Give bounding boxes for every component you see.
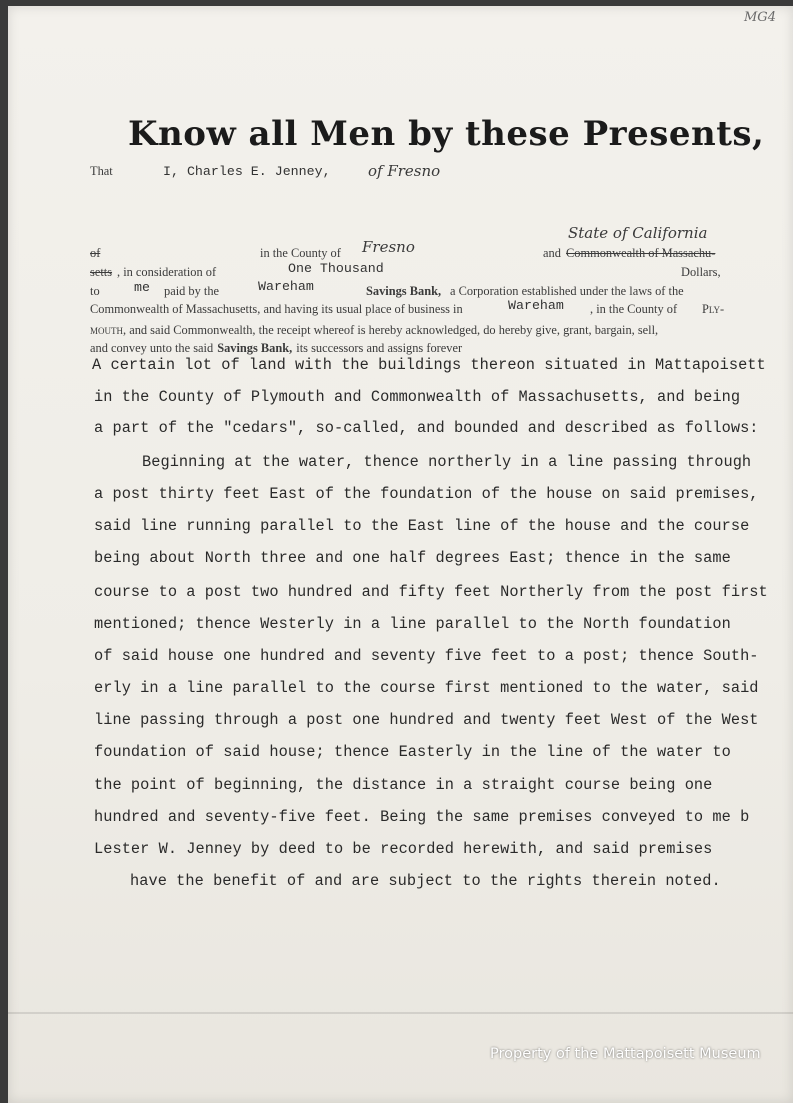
dollars-label: Dollars, (681, 265, 721, 279)
body-line: A certain lot of land with the buildings thereon situated in Mattapoisett (92, 356, 766, 374)
form-line-5 (90, 321, 658, 339)
consideration-label: , in consideration of (117, 265, 217, 279)
form-line-6 (90, 339, 462, 357)
body-line: have the benefit of and are subject to the rights therein noted. (130, 872, 721, 890)
commonwealth-struck: Commonwealth of Massachu- (566, 246, 716, 260)
form-line-6b: its successors and assigns forever (296, 341, 463, 355)
body-line: the point of beginning, the distance in a straight course being one (94, 776, 713, 794)
place-of-business-typed: Wareham (508, 298, 564, 313)
body-line: Beginning at the water, thence northerly in a line passing through (142, 453, 752, 471)
body-line: said line running parallel to the East line of the house and the course (94, 517, 750, 535)
body-line: of said house one hundred and seventy five feet to a post; thence South- (94, 647, 759, 665)
body-line: course to a post two hundred and fifty feet Northerly from the post first (94, 583, 768, 601)
deed-heading: Know all Men by these Presents, (128, 114, 765, 154)
bank-name-typed: Wareham (258, 279, 314, 294)
form-line-5-text: , and said Commonwealth, the receipt whereof is hereby acknowledged, do hereby give, grant, bargain, sell, (123, 323, 659, 337)
county-handwritten: Fresno (362, 238, 415, 256)
and-label: and (543, 246, 561, 260)
body-line: a part of the "cedars", so-called, and bounded and described as follows: (94, 419, 759, 437)
body-line: erly in a line parallel to the course first mentioned to the water, said (94, 679, 759, 697)
grantee-typed: me (134, 280, 150, 295)
amount-typed: One Thousand (288, 261, 384, 276)
state-handwritten: State of California (568, 224, 708, 242)
paid-by-label: paid by the (164, 284, 220, 298)
form-line-6a: and convey unto the said (90, 341, 214, 355)
corner-pencil-note: MG4 (744, 10, 776, 25)
body-line: foundation of said house; thence Easterly in the line of the water to (94, 743, 731, 761)
form-line-6-bank: Savings Bank, (217, 341, 293, 355)
that-label: That (90, 164, 113, 178)
body-line: Lester W. Jenney by deed to be recorded herewith, and said premises (94, 840, 713, 858)
form-line-4b: , in the County of (590, 302, 678, 316)
body-line: being about North three and one half degrees East; thence in the same (94, 549, 731, 567)
museum-watermark: Property of the Mattapoisett Museum (490, 1046, 761, 1062)
plymouth-b: mouth (90, 323, 123, 337)
county-label: in the County of (260, 246, 341, 260)
body-line: hundred and seventy-five feet. Being the same premises conveyed to me b (94, 808, 750, 826)
body-line: mentioned; thence Westerly in a line parallel to the North foundation (94, 615, 731, 633)
grantor-residence-handwritten: of Fresno (368, 162, 441, 180)
body-line: in the County of Plymouth and Commonwealth of Massachusetts, and being (94, 388, 741, 406)
body-line: a post thirty feet East of the foundation of the house on said premises, (94, 485, 759, 503)
plymouth-a: Ply- (702, 302, 725, 316)
page-fold-line (8, 1012, 793, 1014)
setts-struck: setts (90, 265, 113, 279)
corporation-text: a Corporation established under the laws of the (450, 284, 684, 298)
body-line: line passing through a post one hundred and twenty feet West of the West (94, 711, 759, 729)
of-label: of (90, 246, 101, 260)
form-line-4a: Commonwealth of Massachusetts, and having its usual place of business in (90, 302, 463, 316)
to-label: to (90, 284, 100, 298)
savings-bank-label: Savings Bank, (366, 284, 442, 298)
grantor-name: I, Charles E. Jenney, (163, 164, 331, 179)
